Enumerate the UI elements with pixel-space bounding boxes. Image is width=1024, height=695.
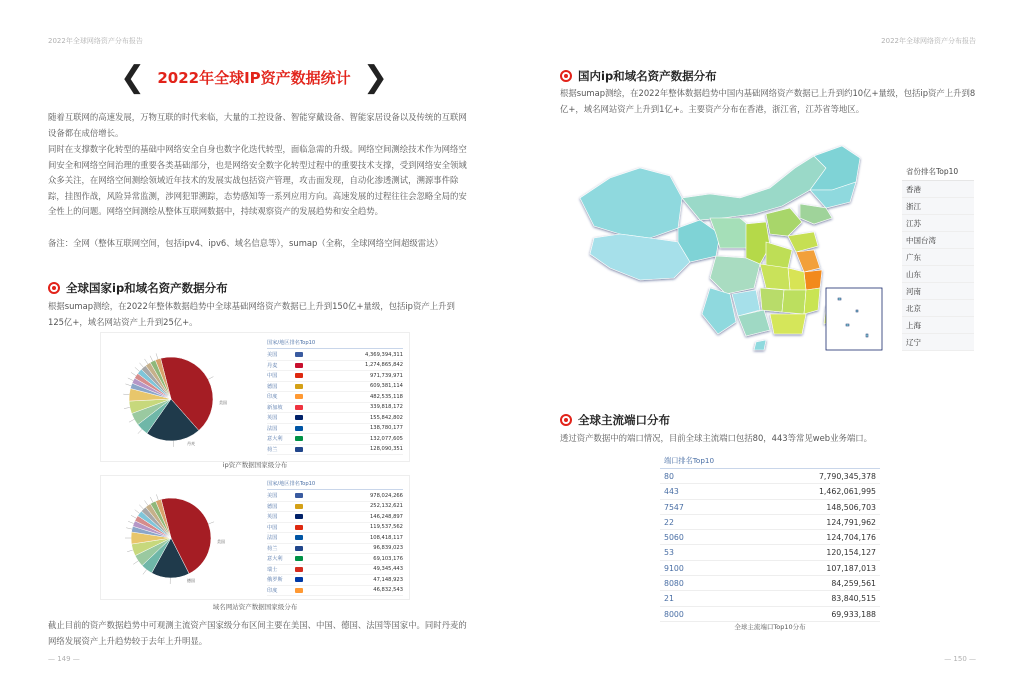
port-count: 120,154,127 [826, 548, 876, 558]
page-number-right: — 150 — [944, 655, 976, 663]
port-number: 9100 [664, 563, 684, 573]
table-row [660, 484, 880, 499]
flag-icon [295, 556, 303, 561]
section-title: 全球主流端口分布 [578, 413, 670, 427]
port-count: 83,840,515 [831, 594, 876, 604]
section-heading-domestic [560, 68, 717, 84]
domain-country-table [267, 480, 403, 596]
table-row [267, 533, 403, 544]
leader-line [139, 505, 143, 509]
section-paragraph: 根据sumap测绘，在2022年整体数据趋势中国内基础网络资产数据已上升到约10亿+量级，包括ip资产上升到8亿+，域名网站资产上升到1亿+。主要资产分布在香港，浙江省，江苏省等地区。 [560, 88, 976, 114]
body-paragraph: 同时在支撑数字化转型的基础中网络安全自身也数字化迭代转型，面临急需的升级。网络空间测绘技术作为网络空间安全和网络空间治理的重要各类基础部分，也是网络安全数字化转型过程中的重要技术支撑，受到网络安全领域众多关注，在网络空间测绘领域近年技术的发展实战包括资产管理，攻击面发现，自动化渗透测试，溯源事件除踪，挂图作战，风险异常监测，涉网犯罪溯踪，态势感知等一系列应用方向。高速发展的过程往往会忽略全局的安全性上的问题。网络空间测绘从整体互联网数据中，持续观察资产的发展趋势和安全趋势。 [48, 144, 467, 216]
table-row [660, 607, 880, 622]
table-row [267, 575, 403, 586]
section-heading-global [48, 280, 228, 296]
port-count: 148,506,703 [826, 502, 876, 512]
flag-icon [295, 363, 303, 368]
asset-count: 46,832,543 [373, 587, 403, 594]
table-row [267, 565, 403, 576]
leader-line [128, 378, 133, 381]
port-count: 124,791,962 [826, 517, 876, 527]
asset-count: 971,739,971 [369, 372, 403, 379]
country-name: 新加坡 [267, 404, 283, 411]
port-number: 8000 [664, 609, 684, 619]
flag-icon [295, 384, 303, 389]
table-row [267, 371, 403, 382]
flag-icon [295, 567, 303, 572]
region-hainan [754, 340, 766, 350]
table-row [660, 530, 880, 545]
country-name: 意大利 [267, 556, 283, 563]
leader-line [135, 510, 140, 514]
country-name: 美国 [267, 493, 278, 500]
leader-line [145, 359, 148, 364]
flag-icon [295, 514, 303, 519]
flag-icon [295, 525, 303, 530]
port-number: 53 [664, 548, 674, 558]
leader-line [131, 372, 136, 375]
table-row [660, 545, 880, 560]
table-row [267, 350, 403, 361]
page-title: 2022年全球IP资产数据统计 [157, 69, 351, 87]
asset-count: 132,077,605 [369, 435, 403, 442]
leader-line [156, 494, 158, 500]
country-name: 英国 [267, 415, 278, 422]
asset-count: 4,369,394,311 [365, 351, 403, 358]
leader-line [131, 515, 136, 518]
province-row: 上海 [902, 317, 974, 334]
country-name: 俄罗斯 [267, 577, 283, 584]
country-name: 荷兰 [267, 446, 278, 453]
region-jiangxi [782, 290, 806, 314]
province-row: 香港 [902, 181, 974, 198]
asset-count: 482,535,118 [369, 393, 403, 400]
asset-count: 146,248,897 [369, 513, 403, 520]
table-title: 国家/地区排名Top10 [267, 480, 403, 490]
port-count: 124,704,176 [826, 533, 876, 543]
summary-paragraph: 截止目前的资产数据趋势中可观测主流资产国家级分布区间主要在美国、中国、德国、法国等国家中。同时丹麦的网络发展资产上升趋势较于去年上升明显。 [48, 620, 467, 646]
port-count: 1,462,061,995 [818, 487, 876, 497]
asset-count: 609,381,114 [369, 383, 403, 390]
region-xinjiang [580, 168, 682, 238]
region-yunnan [702, 288, 736, 334]
province-row: 浙江 [902, 198, 974, 215]
region-henan [766, 242, 792, 268]
asset-count: 978,024,266 [369, 492, 403, 499]
domain-pie-chart [100, 475, 410, 600]
chart-caption: ip资产数据国家级分布 [222, 461, 288, 469]
region-hebei [766, 208, 802, 236]
table-row [267, 512, 403, 523]
asset-count: 49,345,443 [373, 566, 403, 573]
table-row [660, 576, 880, 591]
table-row [660, 561, 880, 576]
table-row [267, 554, 403, 565]
section-paragraph: 根据sumap测绘，在2022年整体数据趋势中全球基础网络资产数据已上升到150亿+量级，包括ip资产上升到125亿+，域名网站资产上升到25亿+。 [48, 301, 455, 327]
ip-pie-svg [101, 333, 231, 463]
country-name: 丹麦 [267, 362, 278, 369]
asset-count: 47,148,923 [373, 576, 403, 583]
table-row [267, 586, 403, 597]
country-name: 印度 [267, 394, 278, 401]
table-row [660, 469, 880, 484]
leader-line [128, 521, 134, 523]
region-guangdong [770, 314, 806, 334]
port-number: 443 [664, 487, 679, 497]
flag-icon [295, 504, 303, 509]
country-name: 德国 [267, 383, 278, 390]
leader-line [129, 419, 134, 422]
asset-count: 138,780,177 [369, 425, 403, 432]
leader-line [135, 367, 140, 371]
leader-line [125, 384, 131, 386]
pie-label: 美国 [219, 400, 227, 405]
flag-icon [295, 436, 303, 441]
leader-line [150, 497, 153, 502]
port-count: 107,187,013 [826, 563, 876, 573]
flag-icon [295, 373, 303, 378]
asset-count: 108,418,117 [369, 534, 403, 541]
asset-count: 119,537,562 [369, 524, 403, 531]
country-name: 荷兰 [267, 545, 278, 552]
country-name: 美国 [267, 352, 278, 359]
asset-count: 339,818,172 [369, 404, 403, 411]
flag-icon [295, 447, 303, 452]
table-row [267, 502, 403, 513]
running-head-left: 2022年全球网络资产分布报告 [48, 37, 143, 45]
port-ranking-table [660, 454, 880, 622]
chart-caption: 域名网站资产数据国家级分布 [212, 603, 298, 611]
leader-line [150, 356, 153, 361]
region-fujian [804, 288, 820, 314]
province-ranking-table [902, 163, 974, 351]
region-hubei [760, 264, 790, 290]
intro-paragraph: 随着互联网的高速发展，万物互联的时代来临，大量的工控设备、智能穿戴设备、智能家居设备以及传统的互联网设备都在成倍增长。 [48, 112, 467, 138]
asset-count: 155,842,802 [369, 414, 403, 421]
region-sichuan [710, 256, 760, 294]
table-row [267, 382, 403, 393]
province-row: 山东 [902, 266, 974, 283]
section-title: 全球国家ip和域名资产数据分布 [66, 281, 228, 295]
flag-icon [295, 415, 303, 420]
table-row [267, 544, 403, 555]
page-number-left: — 149 — [48, 655, 80, 663]
province-row: 广东 [902, 249, 974, 266]
leader-line [139, 363, 143, 368]
table-title: 省份排名Top10 [902, 163, 974, 181]
chart-caption: 全球主流端口Top10分布 [734, 623, 806, 631]
region-jiangsu [796, 250, 820, 272]
region-anhui [788, 268, 806, 290]
pie-label: 丹麦 [187, 441, 195, 446]
running-head-right: 2022年全球网络资产分布报告 [881, 37, 976, 45]
leader-line [126, 528, 132, 529]
port-number: 7547 [664, 502, 684, 512]
chevron-right-icon: ❯ [362, 60, 388, 95]
flag-icon [295, 493, 303, 498]
province-row: 中国台湾 [902, 232, 974, 249]
flag-icon [295, 577, 303, 582]
country-name: 意大利 [267, 436, 283, 443]
leader-line [208, 522, 214, 524]
port-number: 80 [664, 472, 674, 481]
flag-icon [295, 394, 303, 399]
province-row: 北京 [902, 300, 974, 317]
region-shandong [788, 232, 818, 252]
leader-line [124, 407, 130, 408]
domain-pie-svg [101, 476, 231, 601]
leader-line [123, 394, 129, 395]
section-title: 国内ip和域名资产数据分布 [578, 69, 717, 83]
table-row [267, 424, 403, 435]
port-number: 22 [664, 517, 674, 527]
chevron-left-icon: ❮ [120, 60, 146, 95]
port-number: 5060 [664, 533, 684, 543]
country-name: 英国 [267, 514, 278, 521]
leader-line [138, 429, 142, 433]
province-row: 辽宁 [902, 334, 974, 351]
flag-icon [295, 352, 303, 357]
leader-line [133, 561, 138, 564]
target-icon [560, 414, 572, 426]
port-count: 84,259,561 [831, 579, 876, 589]
table-row [267, 403, 403, 414]
region-tibet [590, 234, 690, 280]
flag-icon [295, 588, 303, 593]
main-title-block [120, 60, 388, 95]
port-number: 21 [664, 594, 674, 604]
section-paragraph: 透过资产数据中的端口情况，目前全球主流端口包括80，443等常见web业务端口。 [560, 433, 872, 443]
table-row [267, 434, 403, 445]
region-zhejiang [804, 270, 822, 290]
ip-pie-chart [100, 332, 410, 462]
leader-line [143, 570, 147, 575]
province-row: 河南 [902, 283, 974, 300]
country-name: 法国 [267, 535, 278, 542]
port-number: 8080 [664, 579, 684, 589]
table-row [660, 515, 880, 530]
port-count: 69,933,188 [831, 609, 876, 619]
asset-count: 69,103,176 [373, 555, 403, 562]
asset-count: 128,090,351 [369, 446, 403, 453]
country-name: 中国 [267, 373, 278, 380]
flag-icon [295, 405, 303, 410]
table-title: 端口排名Top10 [660, 454, 880, 469]
table-title: 国家/地区排名Top10 [267, 339, 403, 349]
table-row [267, 361, 403, 372]
country-name: 瑞士 [267, 566, 278, 573]
country-name: 印度 [267, 587, 278, 594]
province-row: 江苏 [902, 215, 974, 232]
table-row [267, 491, 403, 502]
target-icon [560, 70, 572, 82]
table-row [267, 413, 403, 424]
flag-icon [295, 426, 303, 431]
south-china-sea-inset [826, 288, 882, 350]
table-row [267, 445, 403, 456]
pie-label: 美国 [217, 539, 225, 544]
section-heading-ports [560, 412, 670, 428]
ip-country-table [267, 339, 403, 455]
port-count: 7,790,345,378 [818, 472, 876, 481]
country-name: 法国 [267, 425, 278, 432]
table-row [660, 500, 880, 515]
table-row [660, 591, 880, 606]
country-name: 中国 [267, 524, 278, 531]
leader-line [156, 353, 158, 359]
leader-line [127, 550, 133, 552]
table-row [267, 392, 403, 403]
note-paragraph: 备注：全网（整体互联网空间，包括ipv4、ipv6、域名信息等），sumap（全称，全球网络空间超级雷达） [48, 238, 443, 248]
flag-icon [295, 546, 303, 551]
country-name: 德国 [267, 503, 278, 510]
table-row [267, 523, 403, 534]
leader-line [208, 377, 213, 380]
asset-count: 1,274,865,842 [365, 362, 403, 369]
asset-count: 252,132,621 [369, 503, 403, 510]
pie-label: 德国 [187, 578, 195, 583]
china-map [570, 138, 896, 354]
flag-icon [295, 535, 303, 540]
asset-count: 96,839,023 [373, 545, 403, 552]
leader-line [144, 500, 147, 505]
region-hunan [760, 288, 784, 312]
target-icon [48, 282, 60, 294]
